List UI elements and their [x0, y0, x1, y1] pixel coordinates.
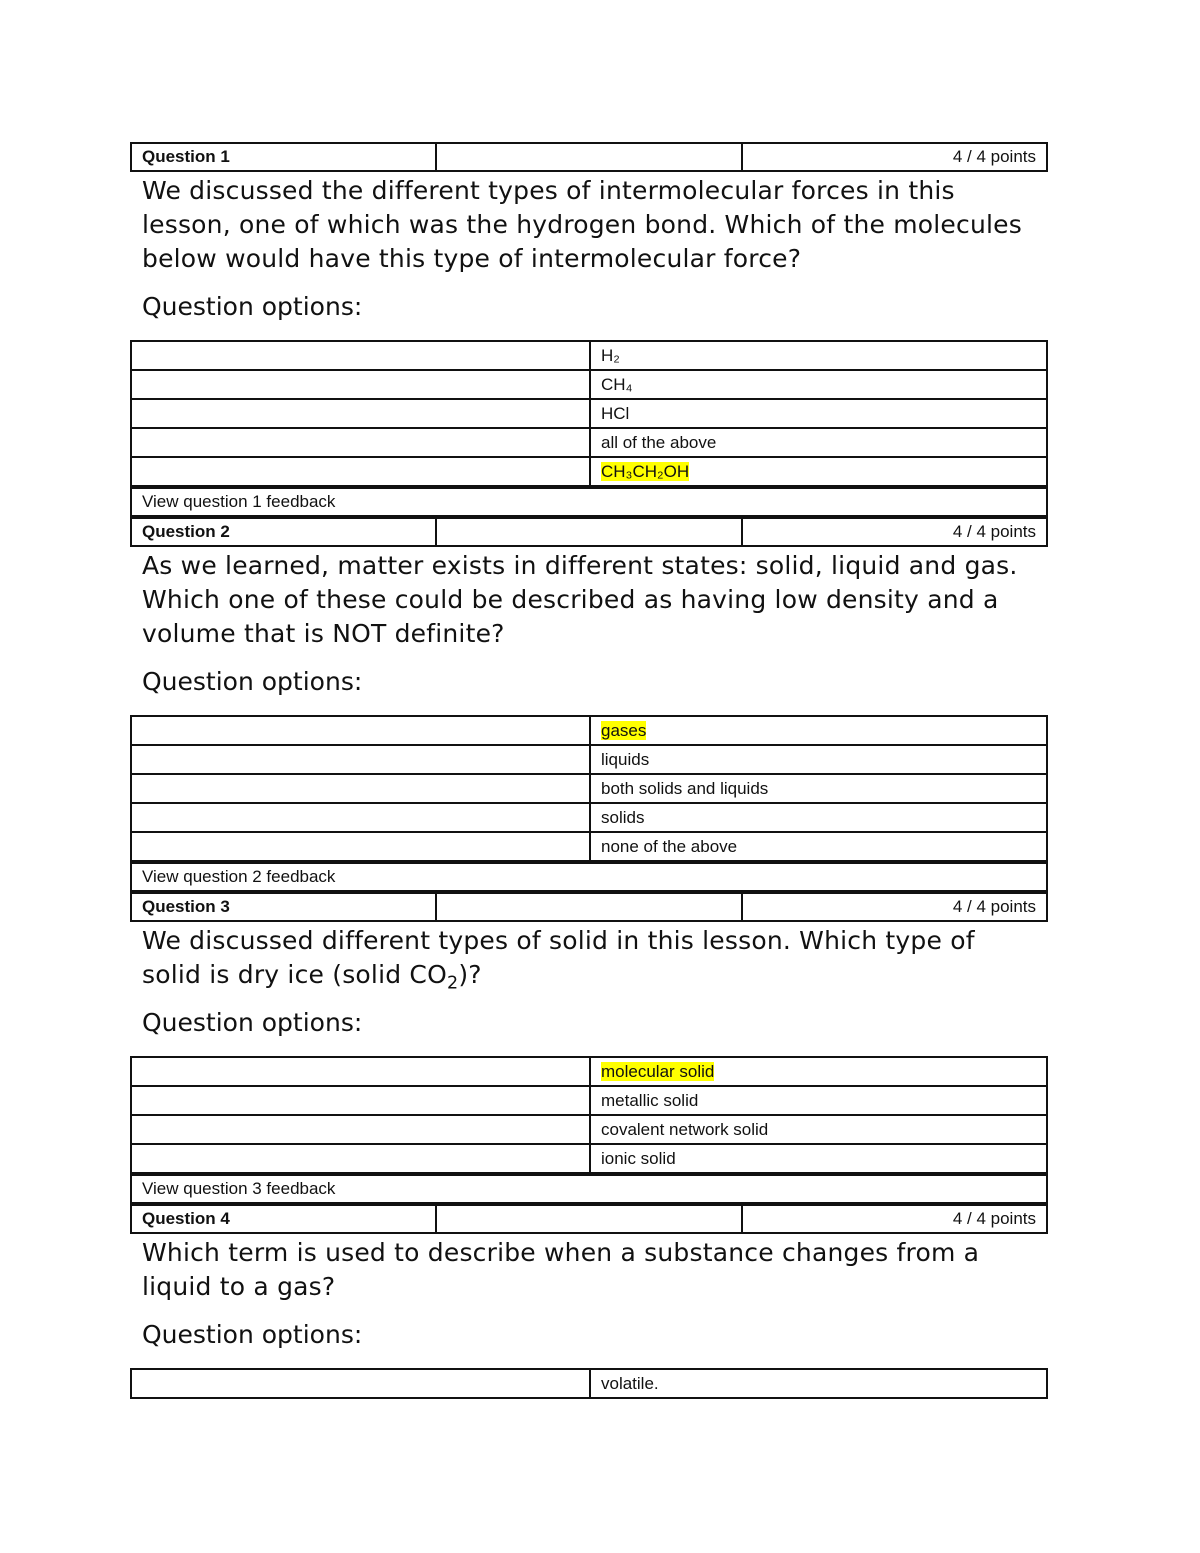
feedback-row — [130, 862, 1048, 892]
option-text: solids — [590, 803, 1047, 832]
option-row[interactable] — [131, 745, 1047, 774]
option-row[interactable] — [131, 774, 1047, 803]
option-row[interactable] — [131, 832, 1047, 861]
question-header-spacer — [436, 518, 741, 546]
option-select-cell[interactable] — [131, 1144, 590, 1173]
option-select-cell[interactable] — [131, 399, 590, 428]
option-text: covalent network solid — [590, 1115, 1047, 1144]
question-text: We discussed the different types of intermolecular forces in this lesson, one of which was the hydrogen bond. Which of the molecules below would have this type of intermolecular force? — [142, 176, 1022, 273]
option-text: volatile. — [590, 1369, 1047, 1398]
option-select-cell[interactable] — [131, 803, 590, 832]
question-options-label: Question options: — [142, 1320, 363, 1349]
option-select-cell[interactable] — [131, 745, 590, 774]
question-text: Which term is used to describe when a substance changes from a liquid to a gas? — [142, 1238, 980, 1301]
view-feedback-link[interactable]: View question 1 feedback — [131, 488, 1047, 516]
question-header-spacer — [436, 893, 741, 921]
option-select-cell[interactable] — [131, 428, 590, 457]
question-header-spacer — [436, 143, 741, 171]
option-select-cell[interactable] — [131, 716, 590, 745]
option-row[interactable] — [131, 803, 1047, 832]
question-header — [130, 892, 1048, 922]
question-points: 4 / 4 points — [742, 1205, 1047, 1233]
option-row[interactable] — [131, 1369, 1047, 1398]
option-row-correct[interactable] — [131, 457, 1047, 486]
option-row[interactable] — [131, 428, 1047, 457]
option-text: ionic solid — [590, 1144, 1047, 1173]
question-options-label: Question options: — [142, 292, 363, 321]
option-row[interactable] — [131, 341, 1047, 370]
option-text-cell — [590, 716, 1047, 745]
option-text: metallic solid — [590, 1086, 1047, 1115]
question-options-label: Question options: — [142, 1008, 363, 1037]
feedback-row — [130, 1174, 1048, 1204]
option-select-cell[interactable] — [131, 832, 590, 861]
option-row[interactable] — [131, 1115, 1047, 1144]
question-points: 4 / 4 points — [742, 518, 1047, 546]
options-table — [130, 715, 1048, 862]
option-select-cell[interactable] — [131, 457, 590, 486]
question-header — [130, 142, 1048, 172]
option-text: CH₄ — [590, 370, 1047, 399]
question-text — [142, 924, 1036, 992]
option-text: none of the above — [590, 832, 1047, 861]
option-text-cell — [590, 1057, 1047, 1086]
question-header — [130, 517, 1048, 547]
option-select-cell[interactable] — [131, 1086, 590, 1115]
view-feedback-link[interactable]: View question 2 feedback — [131, 863, 1047, 891]
question-options-label: Question options: — [142, 667, 363, 696]
option-row[interactable] — [131, 1086, 1047, 1115]
feedback-row — [130, 487, 1048, 517]
option-select-cell[interactable] — [131, 370, 590, 399]
option-select-cell[interactable] — [131, 1057, 590, 1086]
option-select-cell[interactable] — [131, 774, 590, 803]
option-text: HCl — [590, 399, 1047, 428]
question-label: Question 2 — [131, 518, 436, 546]
question-text: As we learned, matter exists in different states: solid, liquid and gas. Which one of these could be described as having low density and a volume that is NOT definite? — [142, 551, 1018, 648]
question-label: Question 4 — [131, 1205, 436, 1233]
question-header — [130, 1204, 1048, 1234]
option-row-correct[interactable] — [131, 1057, 1047, 1086]
option-row[interactable] — [131, 370, 1047, 399]
option-row-correct[interactable] — [131, 716, 1047, 745]
option-row[interactable] — [131, 399, 1047, 428]
question-label: Question 3 — [131, 893, 436, 921]
question-points: 4 / 4 points — [742, 143, 1047, 171]
options-table — [130, 1056, 1048, 1174]
option-text: liquids — [590, 745, 1047, 774]
option-text: H₂ — [590, 341, 1047, 370]
option-text-cell — [590, 457, 1047, 486]
question-header-spacer — [436, 1205, 741, 1233]
highlighted-answer: CH₃CH₂OH — [601, 461, 690, 481]
option-select-cell[interactable] — [131, 1115, 590, 1144]
option-text: both solids and liquids — [590, 774, 1047, 803]
question-label: Question 1 — [131, 143, 436, 171]
option-row[interactable] — [131, 1144, 1047, 1173]
quiz-results-page — [130, 142, 1048, 1399]
view-feedback-link[interactable]: View question 3 feedback — [131, 1175, 1047, 1203]
highlighted-answer: gases — [601, 720, 647, 740]
subscript: 2 — [446, 973, 459, 994]
question-points: 4 / 4 points — [742, 893, 1047, 921]
option-select-cell[interactable] — [131, 1369, 590, 1398]
option-select-cell[interactable] — [131, 341, 590, 370]
question-text-end: )? — [458, 960, 482, 989]
highlighted-answer: molecular solid — [601, 1061, 715, 1081]
question-text-main: We discussed different types of solid in this lesson. Which type of solid is dry ice (solid CO — [142, 926, 975, 989]
options-table — [130, 1368, 1048, 1399]
options-table — [130, 340, 1048, 487]
option-text: all of the above — [590, 428, 1047, 457]
